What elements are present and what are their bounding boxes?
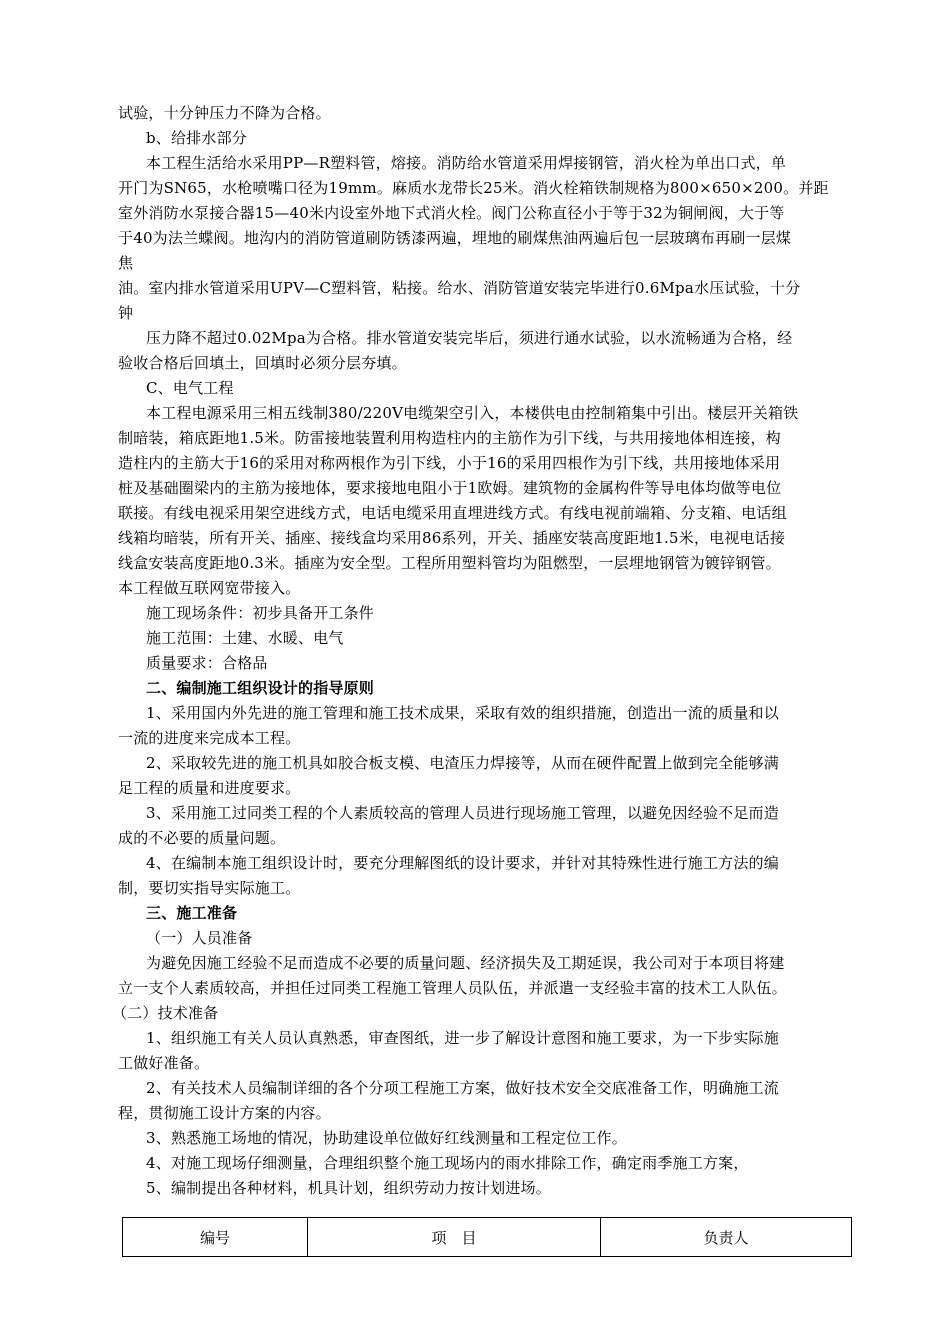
text-line: 2、采取较先进的施工机具如胶合板支模、电渣压力焊接等，从而在硬件配置上做到完全能够满: [146, 754, 779, 772]
text-line: 为避免因施工经验不足而造成不必要的质量问题、经济损失及工期延误，我公司对于本项目将建: [146, 954, 785, 972]
text-line: 本工程电源采用三相五线制380/220V电缆架空引入，本楼供电由控制箱集中引出。楼层开关箱铁: [146, 404, 799, 422]
text-line: 验收合格后回填土，回填时必须分层夯填。: [118, 354, 407, 372]
text-line: 一流的进度来完成本工程。: [118, 729, 301, 747]
text-line: 开门为SN65，水枪喷嘴口径为19mm。麻质水龙带长25米。消火栓箱铁制规格为800×650×200。并距: [118, 179, 829, 197]
section-heading-b: b、给排水部分: [146, 129, 248, 147]
text-line: 1、组织施工有关人员认真熟悉，审查图纸，进一步了解设计意图和施工要求，为一下步实际施: [146, 1029, 779, 1047]
text-line: 4、在编制本施工组织设计时，要充分理解图纸的设计要求，并针对其特殊性进行施工方法的编: [146, 854, 779, 872]
header-number: 编号: [123, 1218, 308, 1257]
construction-scope: 施工范围：土建、水暖、电气: [146, 629, 344, 647]
text-line: 工做好准备。: [118, 1054, 210, 1072]
quality-requirement: 质量要求：合格品: [146, 654, 268, 672]
heading-construction-preparation: 三、施工准备: [146, 904, 238, 922]
section-heading-c: C、电气工程: [146, 379, 234, 397]
header-item: 项 目: [308, 1218, 601, 1257]
subheading-personnel: （一）人员准备: [146, 929, 253, 947]
text-line: 钟: [118, 304, 134, 322]
subheading-technical: （二）技术准备: [112, 1004, 219, 1022]
text-line: 制暗装，箱底距地1.5米。防雷接地装置利用构造柱内的主筋作为引下线，与共用接地体相连接，构: [118, 429, 781, 447]
text-line: 本工程做互联网宽带接入。: [118, 579, 301, 597]
text-line: 本工程生活给水采用PP—R塑料管，熔接。消防给水管道采用焊接钢管，消火栓为单出口式，单: [146, 154, 787, 172]
heading-guiding-principles: 二、编制施工组织设计的指导原则: [146, 679, 375, 697]
text-line: 3、采用施工过同类工程的个人素质较高的管理人员进行现场施工管理，以避免因经验不足而造: [146, 804, 779, 822]
text-line: 桩及基础圈梁内的主筋为接地体，要求接地电阻小于1欧姆。建筑物的金属构件等导电体均做等电位: [118, 479, 782, 497]
text-line: 足工程的质量和进度要求。: [118, 779, 301, 797]
text-line: 室外消防水泵接合器15—40米内设室外地下式消火栓。阀门公称直径小于等于32为铜闸阀，大于等: [118, 204, 785, 222]
responsibility-table: [122, 1217, 852, 1257]
site-conditions: 施工现场条件：初步具备开工条件: [146, 604, 375, 622]
text-line: 试验，十分钟压力不降为合格。: [118, 104, 331, 122]
text-line: 立一支个人素质较高，并担任过同类工程施工管理人员队伍，并派遣一支经验丰富的技术工人队伍。: [118, 979, 787, 997]
text-line: 于40为法兰蝶阀。地沟内的消防管道刷防锈漆两遍，埋地的刷煤焦油两遍后包一层玻璃布再刷一层煤: [118, 229, 792, 247]
header-person-in-charge: 负责人: [601, 1218, 852, 1257]
text-line: 造柱内的主筋大于16的采用对称两根作为引下线，小于16的采用四根作为引下线，共用接地体采用: [118, 454, 781, 472]
text-line: 成的不必要的质量问题。: [118, 829, 286, 847]
text-line: 4、对施工现场仔细测量，合理组织整个施工现场内的雨水排除工作，确定雨季施工方案，: [146, 1154, 749, 1172]
text-line: 制，要切实指导实际施工。: [118, 879, 301, 897]
text-line: 线盒安装高度距地0.3米。插座为安全型。工程所用塑料管均为阻燃型，一层埋地钢管为镀锌钢管。: [118, 554, 781, 572]
text-line: 联接。有线电视采用架空进线方式，电话电缆采用直埋进线方式。有线电视前端箱、分支箱、电话组: [118, 504, 787, 522]
text-line: 5、编制提出各种材料，机具计划，组织劳动力按计划进场。: [146, 1179, 551, 1197]
text-line: 线箱均暗装，所有开关、插座、接线盒均采用86系列，开关、插座安装高度距地1.5米，电视电话接: [118, 529, 786, 547]
text-line: 3、熟悉施工场地的情况，协助建设单位做好红线测量和工程定位工作。: [146, 1129, 627, 1147]
table-header-row: [123, 1218, 852, 1257]
text-line: 2、有关技术人员编制详细的各个分项工程施工方案，做好技术安全交底准备工作，明确施工流: [146, 1079, 779, 1097]
text-line: 焦: [118, 254, 134, 272]
text-line: 程，贯彻施工设计方案的内容。: [118, 1104, 331, 1122]
text-line: 压力降不超过0.02Mpa为合格。排水管道安装完毕后，须进行通水试验，以水流畅通为合格，经: [146, 329, 793, 347]
text-line: 油。室内排水管道采用UPV—C塑料管，粘接。给水、消防管道安装完毕进行0.6Mpa水压试验，十分: [118, 279, 801, 297]
text-line: 1、采用国内外先进的施工管理和施工技术成果，采取有效的组织措施，创造出一流的质量和以: [146, 704, 779, 722]
